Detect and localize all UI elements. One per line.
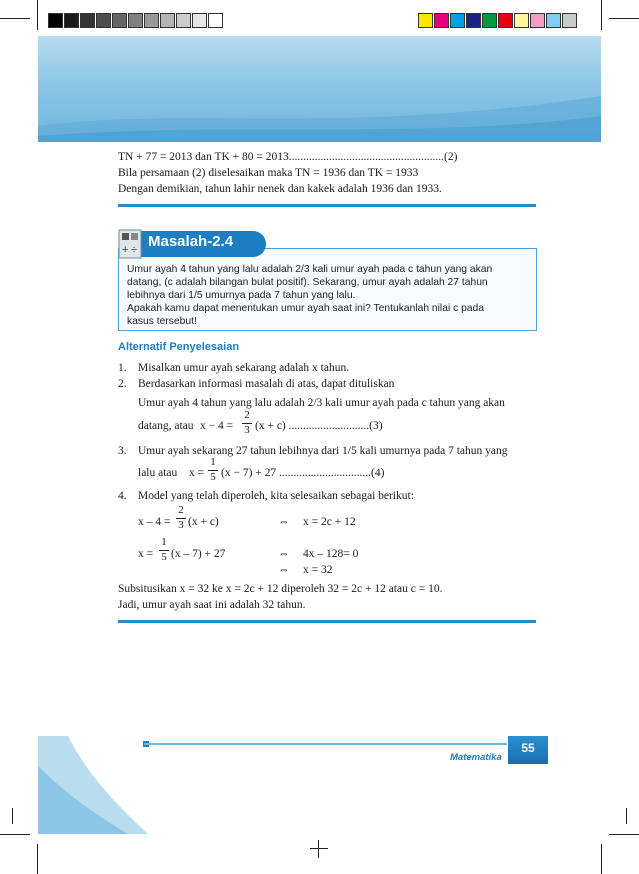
crop-mark xyxy=(601,844,602,874)
step-number: 2. xyxy=(118,378,127,390)
equation-left: x − 4 = xyxy=(200,420,234,432)
svg-text:+: + xyxy=(122,244,129,256)
step-text: Model yang telah diperoleh, kita selesaikan sebagai berikut: xyxy=(138,490,414,502)
system-right: (x + c) xyxy=(188,516,219,528)
fraction-numerator: 1 xyxy=(210,456,216,468)
crop-mark xyxy=(609,18,639,19)
equation-left: x = xyxy=(189,467,205,479)
problem-text: datang, (c adalah bilangan bulat positif). Sekarang, umur ayah adalah 27 tahun xyxy=(127,277,488,288)
conclusion-text: Jadi, umur ayah saat ini adalah 32 tahun. xyxy=(118,599,306,611)
text-line: Dengan demikian, tahun lahir nenek dan kakek adalah 1936 dan 1933. xyxy=(118,183,442,195)
crop-mark xyxy=(12,808,13,824)
crop-mark xyxy=(601,0,602,30)
problem-text: kasus tersebut! xyxy=(127,316,197,327)
equation-prefix: lalu atau xyxy=(138,467,178,479)
system-right: (x – 7) + 27 xyxy=(171,548,226,560)
step-detail: Umur ayah 4 tahun yang lalu adalah 2/3 kali umur ayah pada c tahun yang akan xyxy=(138,397,505,409)
step-number: 4. xyxy=(118,490,127,502)
system-left: x = xyxy=(138,548,154,560)
fraction-denominator: 5 xyxy=(210,471,216,483)
header-wave xyxy=(38,96,601,142)
solution-heading: Alternatif Penyelesaian xyxy=(118,341,240,353)
fraction-denominator: 3 xyxy=(244,424,250,436)
equivalence-arrow: ⇔ xyxy=(278,564,290,576)
page-number: 55 xyxy=(521,741,535,755)
fraction-numerator: 1 xyxy=(161,536,167,548)
equation-right: (x − 7) + 27 ................................(4) xyxy=(221,467,385,479)
math-operations-icon xyxy=(118,229,142,259)
system-result: 4x – 128= 0 xyxy=(303,548,359,560)
problem-text: Apakah kamu dapat menentukan umur ayah saat ini? Tentukanlah nilai c pada xyxy=(127,303,485,314)
equivalence-arrow: ⇔ xyxy=(278,516,290,528)
crop-mark xyxy=(0,834,30,835)
system-result: x = 32 xyxy=(303,564,333,576)
problem-title: Masalah-2.4 xyxy=(148,233,234,250)
crop-mark xyxy=(609,834,639,835)
equivalence-arrow: ⇔ xyxy=(278,548,290,560)
fraction-denominator: 3 xyxy=(178,519,184,531)
svg-text:÷: ÷ xyxy=(131,244,138,256)
text-line: Bila persamaan (2) diselesaikan maka TN = 1936 dan TK = 1933 xyxy=(118,167,419,179)
equation-line-2: TN + 77 = 2013 dan TK + 80 = 2013......................................................(2) xyxy=(118,151,458,163)
fraction-denominator: 5 xyxy=(161,551,167,563)
footer-line xyxy=(144,743,507,745)
system-result: x = 2c + 12 xyxy=(303,516,356,528)
crop-mark xyxy=(37,844,38,874)
problem-text: lebihnya dari 1/5 umurnya pada 7 tahun yang lalu. xyxy=(127,290,356,301)
system-left: x – 4 = xyxy=(138,516,171,528)
step-number: 3. xyxy=(118,445,127,457)
crop-mark xyxy=(0,18,30,19)
crop-mark xyxy=(310,848,328,849)
problem-text: Umur ayah 4 tahun yang lalu adalah 2/3 kali umur ayah pada c tahun yang akan xyxy=(127,264,493,275)
equation-prefix: datang, atau xyxy=(138,420,194,432)
section-divider xyxy=(118,204,536,207)
crop-mark xyxy=(37,0,38,30)
footer-label: Matematika xyxy=(450,752,502,763)
step-text: Berdasarkan informasi masalah di atas, dapat dituliskan xyxy=(138,378,395,390)
fraction-numerator: 2 xyxy=(244,409,250,421)
step-text: Umur ayah sekarang 27 tahun lebihnya dari 1/5 kali umurnya pada 7 tahun yang xyxy=(138,445,508,457)
footer-decoration xyxy=(38,736,148,834)
step-number: 1. xyxy=(118,362,127,374)
conclusion-text: Subsitusikan x = 32 ke x = 2c + 12 diperoleh 32 = 2c + 12 atau c = 10. xyxy=(118,583,443,595)
step-text: Misalkan umur ayah sekarang adalah x tahun. xyxy=(138,362,350,374)
equation-right: (x + c) ............................(3) xyxy=(255,420,383,432)
crop-mark xyxy=(318,840,319,858)
section-divider xyxy=(118,620,536,623)
fraction-numerator: 2 xyxy=(178,504,184,516)
crop-mark xyxy=(626,808,627,824)
